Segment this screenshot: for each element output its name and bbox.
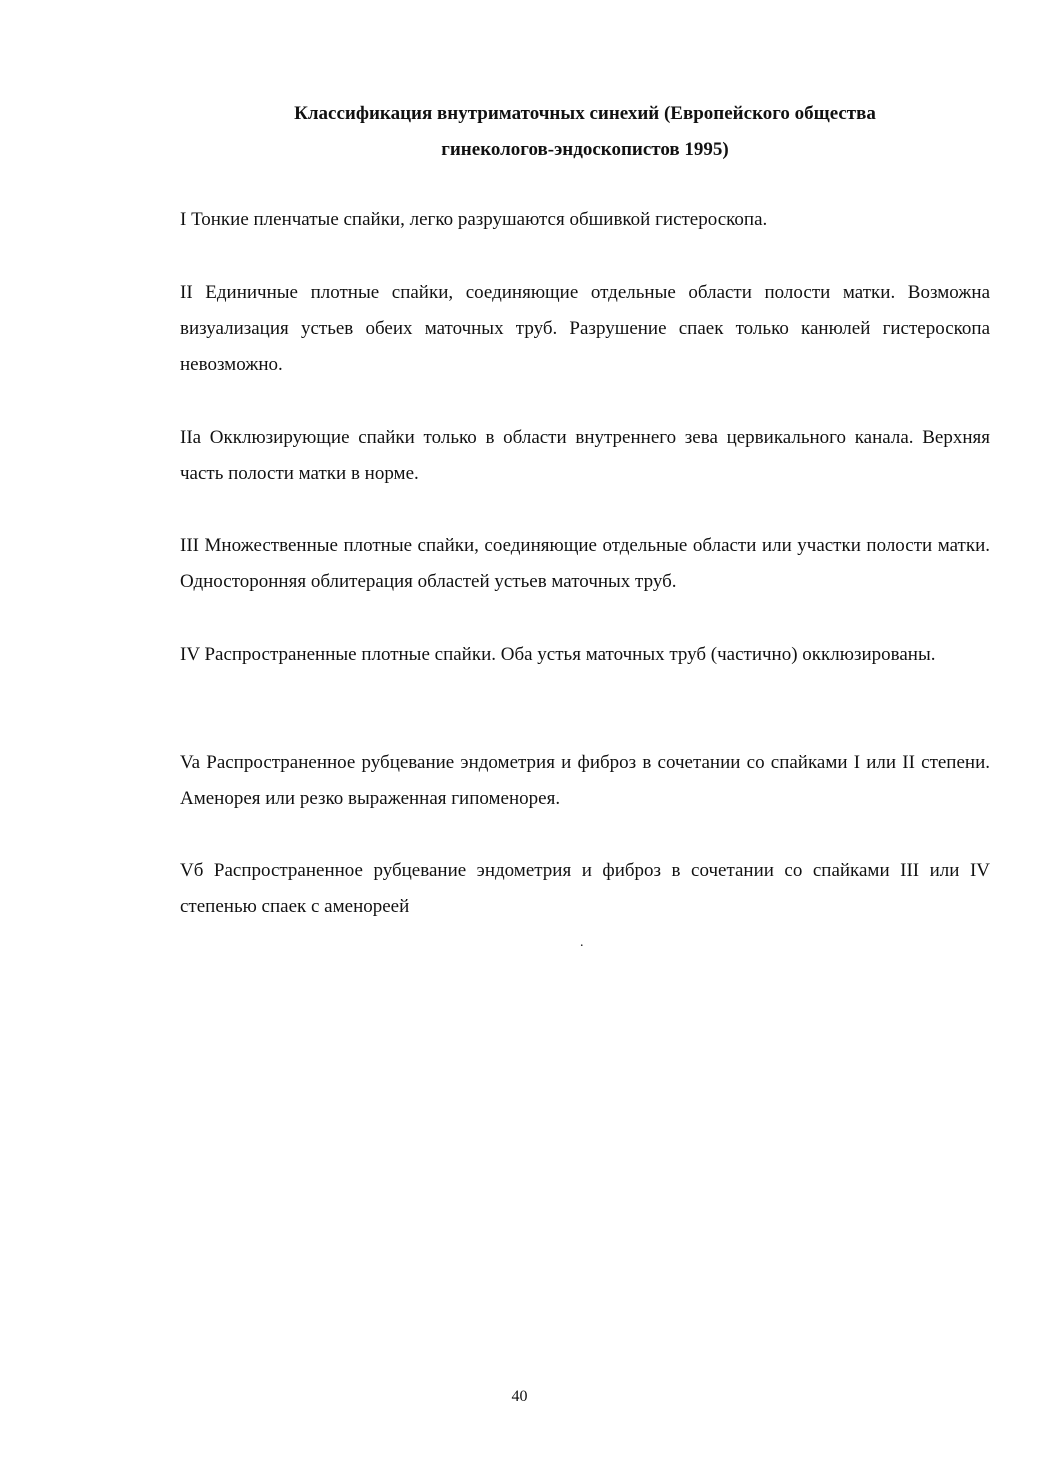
classification-grade-4: IV Распространенные плотные спайки. Оба устья маточных труб (частично) окклюзированы. [180,644,936,665]
classification-grade-5b: Vб Распространенное рубцевание эндометрия и фиброз в сочетании со спайками III или IV степенью спаек с аменореей [180,860,990,917]
stray-mark: . [580,935,584,950]
title-line-2: гинекологов-эндоскопистов 1995) [441,139,729,160]
classification-grade-2: II Единичные плотные спайки, соединяющие отдельные области полости матки. Возможна визуализация устьев обеих маточных труб. Разрушение спаек только канюлей гистероскопа невозможно. [180,282,990,375]
classification-grade-1: I Тонкие пленчатые спайки, легко разрушаются обшивкой гистероскопа. [180,209,768,230]
document-title [180,96,990,168]
title-line-1: Классификация внутриматочных синехий (Европейского общества [294,103,876,124]
classification-grade-2a: IIa Окклюзирующие спайки только в области внутреннего зева цервикального канала. Верхняя часть полости матки в норме. [180,427,990,484]
classification-grade-3: III Множественные плотные спайки, соединяющие отдельные области или участки полости матки. Односторонняя облитерация областей устьев маточных труб. [180,535,990,592]
page-number: 40 [511,1388,528,1405]
classification-grade-5a: Va Распространенное рубцевание эндометрия и фиброз в сочетании со спайками I или II степени. Аменорея или резко выраженная гипоменорея. [180,752,990,809]
